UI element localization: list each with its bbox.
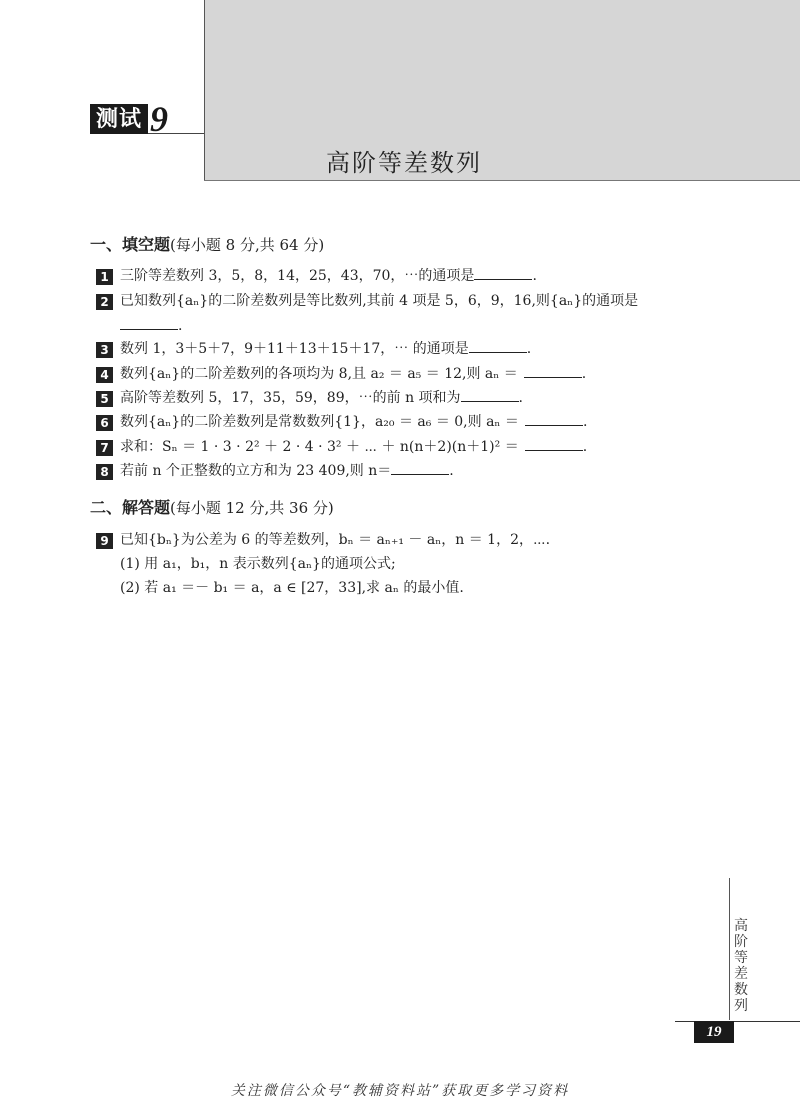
question-number-badge: 7 [96,440,113,456]
question-8 [96,461,454,481]
answer-blank[interactable] [469,339,527,353]
question-text: 求和：Sₙ ＝ 1 · 3 · 2² ＋ 2 · 4 · 3² ＋ ⋯ ＋ n(n＋2)(n＋1)² ＝ [120,439,519,455]
question-text: 数列{aₙ}的二阶差数列是常数数列{1}，a₂₀ ＝ a₆ ＝ 0,则 aₙ ＝ [120,414,519,430]
answer-blank[interactable] [525,437,583,451]
question-tail: . [582,414,588,430]
question-2-continuation [120,316,182,336]
question-tail: . [526,341,532,357]
question-3 [96,339,531,359]
question-text: 已知{bₙ}为公差为 6 的等差数列，bₙ ＝ aₙ₊₁ － aₙ，n ＝ 1，2，⋯. [120,532,551,548]
answer-blank[interactable] [525,412,583,426]
test-badge-number: 9 [150,99,169,139]
question-9-part-1: (1) 用 a₁，b₁，n 表示数列{aₙ}的通项公式; [120,556,396,572]
section-answer [90,495,334,518]
question-text: 数列{aₙ}的二阶差数列的各项均为 8,且 a₂ ＝ a₅ ＝ 12,则 aₙ ＝ [120,366,518,382]
question-9-part-2: (2) 若 a₁ ＝－ b₁ ＝ a，a ∈ [27，33],求 aₙ 的最小值. [120,580,464,596]
page-title: 高阶等差数列 [326,149,482,177]
section-fill-in [90,232,324,255]
side-tab-label: 高阶等差数列 [734,918,748,1014]
question-5 [96,388,523,408]
question-text: 若前 n 个正整数的立方和为 23 409,则 n＝ [120,463,392,479]
question-7 [96,437,587,457]
test-badge [90,99,169,139]
question-6 [96,412,587,432]
question-4 [96,364,586,384]
section-fill-in-note: (每小题 8 分,共 64 分) [170,236,325,254]
question-9 [96,530,550,550]
question-tail: . [582,439,588,455]
section-fill-in-title: 一、填空题 [90,235,171,254]
question-number-badge: 4 [96,367,113,383]
question-tail: . [581,366,587,382]
question-tail: . [178,318,183,334]
question-text: 已知数列{aₙ}的二阶差数列是等比数列,其前 4 项是 5，6，9，16,则{aₙ}的通项是 [120,293,639,309]
answer-blank[interactable] [120,316,178,330]
question-tail: . [449,463,454,479]
footer-note: 关注微信公众号“教辅资料站”获取更多学习资料 [230,1083,570,1099]
question-2 [96,291,638,311]
answer-blank[interactable] [524,364,582,378]
question-number-badge: 5 [96,391,113,407]
question-text: 高阶等差数列 5，17，35，59，89，⋯的前 n 项和为 [120,390,461,406]
question-number-badge: 9 [96,533,113,549]
answer-blank[interactable] [474,266,532,280]
answer-blank[interactable] [391,461,449,475]
answer-blank[interactable] [461,388,519,402]
question-tail: . [532,268,537,284]
section-answer-note: (每小题 12 分,共 36 分) [170,499,334,517]
question-number-badge: 6 [96,415,113,431]
question-1 [96,266,537,286]
header-bottom-rule [204,180,800,181]
question-number-badge: 2 [96,294,113,310]
test-badge-label: 测试 [90,104,148,134]
page-number: 19 [694,1021,734,1043]
question-number-badge: 8 [96,464,113,480]
side-tab-rule [729,878,730,1020]
question-text: 数列 1，3＋5＋7，9＋11＋13＋15＋17，⋯ 的通项是 [120,341,469,357]
question-text: 三阶等差数列 3，5，8，14，25，43，70，⋯的通项是 [120,268,475,284]
section-answer-title: 二、解答题 [90,498,171,517]
question-number-badge: 3 [96,342,113,358]
question-number-badge: 1 [96,269,113,285]
question-tail: . [518,390,523,406]
